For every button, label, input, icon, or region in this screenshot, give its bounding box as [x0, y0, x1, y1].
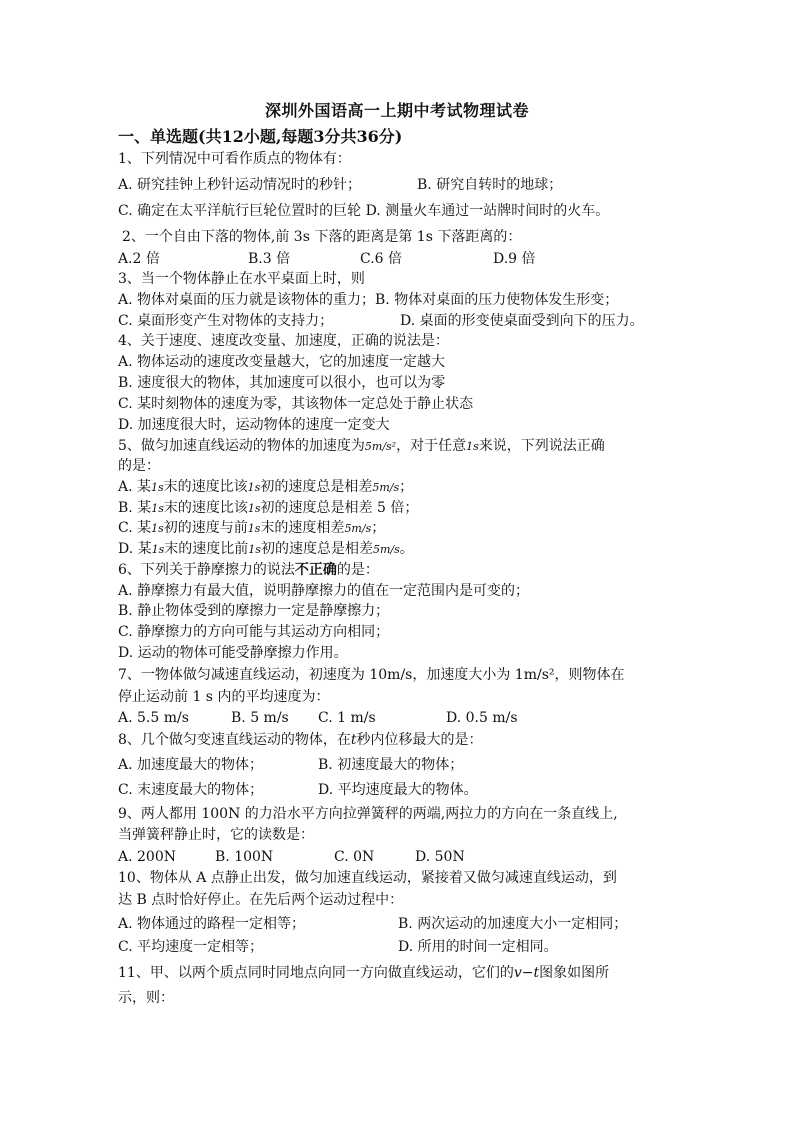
q8-option-a: A. 加速度最大的物体； — [118, 757, 264, 773]
q6-stem: 6、下列关于静摩擦力的说法不正确的是： — [118, 562, 379, 578]
q11-stem-cont: 示，则： — [118, 990, 174, 1006]
q1-option-cd: C. 确定在太平洋航行巨轮位置时的巨轮 D. 测量火车通过一站牌时间时的火车。 — [118, 203, 610, 219]
q8-option-d: D. 平均速度最大的物体。 — [318, 782, 478, 798]
q7-option-c: C. 1 m/s — [318, 710, 376, 726]
q11-stem: 11、甲、以两个质点同时同地点向同一方向做直线运动，它们的v−t图象如图所 — [118, 965, 610, 981]
q7-option-d: D. 0.5 m/s — [446, 710, 518, 726]
q9-stem-cont: 当弹簧秤静止时，它的读数是： — [118, 827, 314, 843]
q5-stem: 5、做匀加速直线运动的物体的加速度为5m/s²，对于任意1s来说，下列说法正确 — [118, 438, 605, 454]
q10-option-d: D. 所用的时间一定相同。 — [398, 939, 558, 955]
q9-stem: 9、两人都用 100N 的力沿水平方向拉弹簧秤的两端,两拉力的方向在一条直线上, — [118, 806, 618, 822]
q5-option-c: C. 某1s初的速度与前1s末的速度相差5m/s； — [118, 520, 386, 536]
q6-option-a: A. 静摩擦力有最大值，说明静摩擦力的值在一定范围内是可变的； — [118, 583, 530, 599]
q2-option-b: B.3 倍 — [248, 251, 291, 267]
q10-option-c: C. 平均速度一定相等； — [118, 939, 264, 955]
q4-option-d: D. 加速度很大时，运动物体的速度一定变大 — [118, 417, 390, 433]
q8-option-c: C. 末速度最大的物体； — [118, 782, 264, 798]
q10-option-b: B. 两次运动的加速度大小一定相同； — [398, 916, 628, 932]
q7-option-a: A. 5.5 m/s — [118, 710, 189, 726]
q3-option-ab: A. 物体对桌面的压力就是该物体的重力；B. 物体对桌面的压力使物体发生形变； — [118, 292, 619, 308]
q5-option-a: A. 某1s末的速度比该1s初的速度总是相差5m/s； — [118, 479, 414, 495]
q6-option-c: C. 静摩擦力的方向可能与其运动方向相同； — [118, 624, 390, 640]
q1-option-a: A. 研究挂钟上秒针运动情况时的秒针； — [118, 177, 362, 193]
q2-option-d: D.9 倍 — [493, 251, 536, 267]
q9-option-a: A. 200N — [118, 849, 176, 865]
q5-stem-cont: 的是： — [118, 458, 160, 474]
q4-stem: 4、关于速度、速度改变量、加速度，正确的说法是： — [118, 333, 449, 349]
q10-stem: 10、物体从 A 点静止出发，做匀加速直线运动，紧接着又做匀减速直线运动，到 — [118, 870, 617, 886]
page-title: 深圳外国语高一上期中考试物理试卷 — [264, 101, 529, 120]
q2-option-a: A.2 倍 — [118, 251, 160, 267]
q9-option-d: D. 50N — [415, 849, 465, 865]
q8-option-b: B. 初速度最大的物体； — [318, 757, 464, 773]
q5-option-d: D. 某1s末的速度比前1s初的速度总是相差5m/s。 — [118, 541, 414, 557]
q1-option-b: B. 研究自转时的地球； — [417, 177, 563, 193]
q9-option-c: C. 0N — [334, 849, 375, 865]
q1-stem: 1、下列情况中可看作质点的物体有： — [118, 151, 351, 167]
q6-option-b: B. 静止物体受到的摩擦力一定是静摩擦力； — [118, 603, 390, 619]
q7-stem: 7、一物体做匀减速直线运动，初速度为 10m/s，加速度大小为 1m/s²，则物体在 — [118, 667, 625, 683]
q3-stem: 3、当一个物体静止在水平桌面上时，则 — [118, 271, 365, 287]
q3-option-c: C. 桌面形变产生对物体的支持力； — [118, 313, 334, 329]
q4-option-b: B. 速度很大的物体，其加速度可以很小，也可以为零 — [118, 375, 446, 391]
q10-option-a: A. 物体通过的路程一定相等； — [118, 916, 306, 932]
section-heading: 一、单选题(共12小题,每题3分共36分) — [118, 127, 403, 146]
q2-option-c: C.6 倍 — [360, 251, 403, 267]
q3-option-d: D. 桌面的形变使桌面受到向下的压力。 — [400, 313, 644, 329]
q7-option-b: B. 5 m/s — [231, 710, 289, 726]
q10-stem-cont: 达 B 点时恰好停止。在先后两个运动过程中： — [118, 892, 404, 908]
q2-stem: 2、一个自由下落的物体,前 3s 下落的距离是第 1s 下落距离的： — [122, 229, 522, 245]
q9-option-b: B. 100N — [215, 849, 274, 865]
q8-stem: 8、几个做匀变速直线运动的物体，在t秒内位移最大的是： — [118, 732, 483, 748]
q4-option-c: C. 某时刻物体的速度为零，其该物体一定总处于静止状态 — [118, 396, 474, 412]
q7-stem-cont: 停止运动前 1 s 内的平均速度为： — [118, 689, 330, 705]
q4-option-a: A. 物体运动的速度改变量越大，它的加速度一定越大 — [118, 354, 446, 370]
q6-option-d: D. 运动的物体可能受静摩擦力作用。 — [118, 645, 348, 661]
q5-option-b: B. 某1s末的速度比该1s初的速度总是相差 5 倍； — [118, 500, 419, 516]
